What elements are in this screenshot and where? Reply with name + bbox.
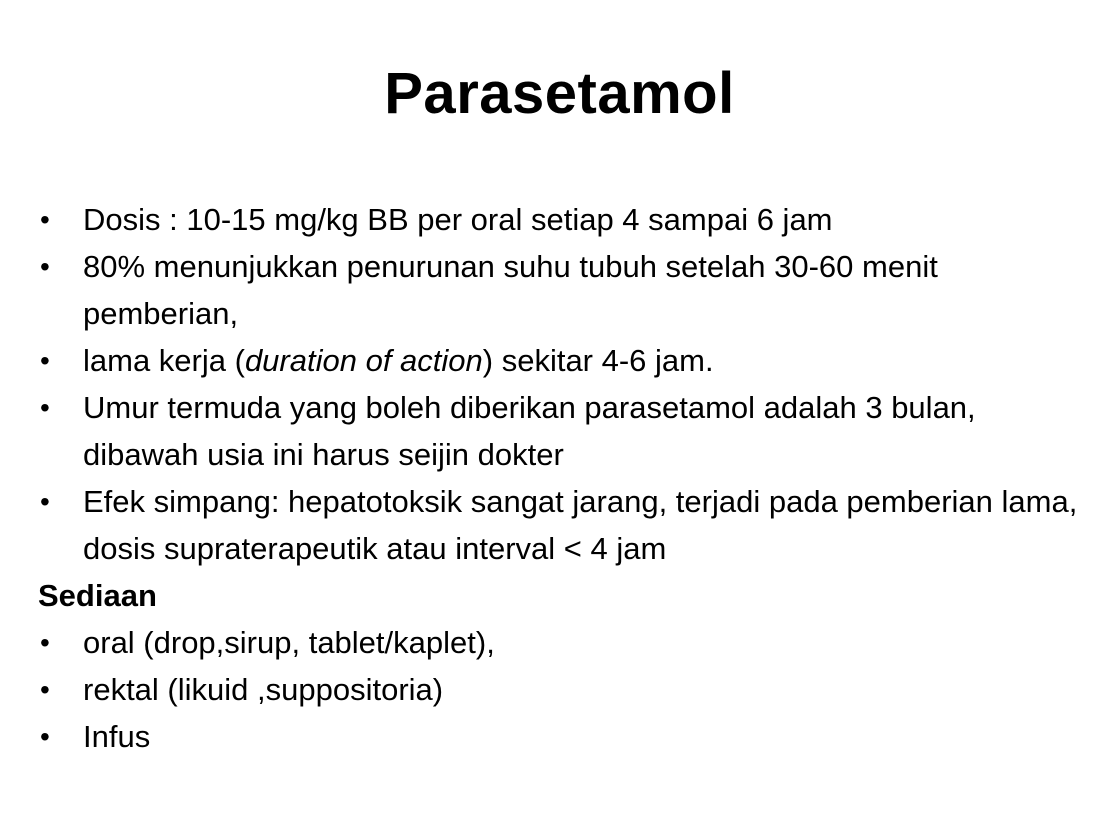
bullet-text: Dosis : 10-15 mg/kg BB per oral setiap 4 sampai 6 jam (83, 202, 833, 237)
bullet-dot-icon: • (40, 345, 50, 376)
bullet-text-italic: duration of action (244, 343, 483, 378)
sediaan-item-text: oral (drop,sirup, tablet/kaplet), (83, 625, 495, 660)
bullet-text: Umur termuda yang boleh diberikan parasetamol adalah 3 bulan, dibawah usia ini harus seijin dokter (83, 390, 976, 472)
bullet-dot-icon: • (40, 721, 50, 752)
bullet-dot-icon: • (40, 627, 50, 658)
bullet-text: 80% menunjukkan penurunan suhu tubuh setelah 30-60 menit pemberian, (83, 249, 938, 331)
bullet-text: Efek simpang: hepatotoksik sangat jarang, terjadi pada pemberian lama, dosis supraterapeutik atau interval < 4 jam (83, 484, 1078, 566)
bullet-item (38, 196, 1098, 243)
bullet-text-after: ) sekitar 4-6 jam. (482, 343, 714, 378)
sediaan-heading: Sediaan (38, 578, 157, 613)
slide-content (38, 196, 1098, 760)
bullet-dot-icon: • (40, 204, 50, 235)
main-bullet-list (38, 196, 1098, 572)
bullet-dot-icon: • (40, 392, 50, 423)
sediaan-item-text: rektal (likuid ,suppositoria) (83, 672, 444, 707)
sediaan-bullet-list (38, 619, 1098, 760)
sediaan-item (38, 713, 1098, 760)
sediaan-item-text: Infus (83, 719, 151, 754)
bullet-dot-icon: • (40, 486, 50, 517)
bullet-item (38, 337, 1098, 384)
slide-title: Parasetamol (384, 61, 735, 126)
bullet-item (38, 384, 1098, 478)
bullet-dot-icon: • (40, 674, 50, 705)
bullet-text-before: lama kerja ( (83, 343, 245, 378)
bullet-dot-icon: • (40, 251, 50, 282)
sediaan-item (38, 619, 1098, 666)
bullet-item (38, 243, 1098, 337)
sediaan-item (38, 666, 1098, 713)
bullet-item (38, 478, 1098, 572)
